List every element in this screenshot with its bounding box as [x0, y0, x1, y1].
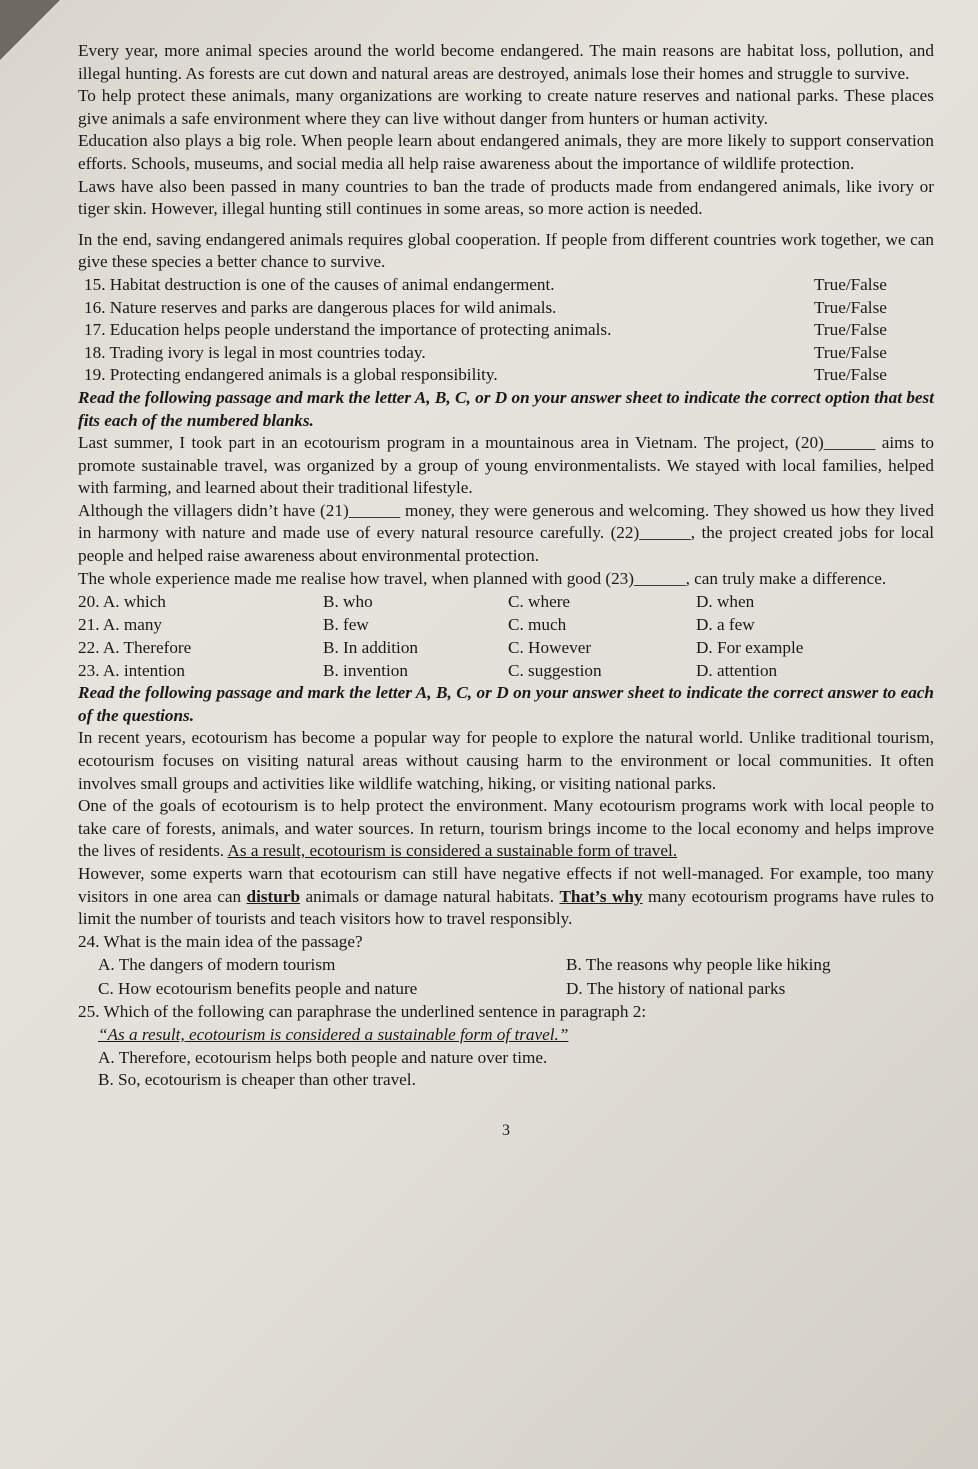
passage3-paragraph: In recent years, ecotourism has become a popular way for people to explore the natural world. Unlike traditional tourism, ecotourism focuses on visiting natural areas without causing harm to the environment or local communities. It often involves small groups and activities like wildlife watching, hiking, or visiting national parks. [78, 728, 934, 793]
q24-options: A. The dangers of modern tourism B. The reasons why people like hiking C. How ecotourism benefits people and nature D. The history of national parks [98, 955, 831, 999]
passage1-paragraph: Every year, more animal species around the world become endangered. The main reasons are habitat loss, pollution, and illegal hunting. As forests are cut down and natural areas are destroyed, animals lose their homes and struggle to survive. [78, 41, 934, 83]
passage3-paragraph: One of the goals of ecotourism is to help protect the environment. Many ecotourism programs work with local people to take care of forests, animals, and water sources. In return, tourism brings income to the local economy and helps improve the lives of residents. As a result, ecotourism is considered a sustainable form of travel. [78, 796, 934, 861]
passage1-paragraph: In the end, saving endangered animals requires global cooperation. If people from different countries work together, we can give these species a better chance to survive. [78, 229, 934, 272]
passage1-paragraph: Laws have also been passed in many countries to ban the trade of products made from endangered animals, like ivory or tiger skin. However, illegal hunting still continues in some areas, so more action is needed. [78, 176, 934, 219]
instruction-2: Read the following passage and mark the letter A, B, C, or D on your answer sheet to indicate the correct option that best fits each of the numbered blanks. [78, 387, 934, 430]
passage2-sentence: The whole experience made me realise how travel, when planned with good (23)______, can truly make a difference. [78, 568, 887, 588]
option-row: 23. A. intention B. invention C. suggestion D. attention [78, 661, 778, 681]
q25-option: A. Therefore, ecotourism helps both people and nature over time. [98, 1047, 548, 1067]
folded-corner [0, 0, 60, 60]
passage2-sentence: Although the villagers didn’t have (21)______ money, they were generous and welcoming. They showed us how they lived in harmony with nature and made use of every natural resource carefully. (22)______, the project created jobs for local people and helped raise awareness about environmental protection. [78, 500, 934, 566]
tf-item: 16. Nature reserves and parks are dangerous places for wild animals. True/False [84, 297, 887, 317]
underlined-sentence: As a result, ecotourism is considered a sustainable form of travel. [227, 841, 678, 861]
tf-list [78, 274, 934, 387]
option-row: 21. A. many B. few C. much D. a few [78, 615, 755, 635]
cloze-options [78, 590, 934, 682]
q25-option: B. So, ecotourism is cheaper than other travel. [98, 1070, 416, 1090]
passage2-sentence: Last summer, I took part in an ecotourism program in a mountainous area in Vietnam. The project, (20)______ aims to promote sustainable travel, was organized by a group of young environmentalists. We stayed with local families, helped with farming, and learned about their traditional lifestyle. [78, 433, 934, 498]
tf-item: 18. Trading ivory is legal in most countries today. True/False [84, 342, 887, 362]
passage3-paragraph: However, some experts warn that ecotourism can still have negative effects if not well-managed. For example, too many visitors in one area can disturb animals or damage natural habitats. That’s why many ecotourism programs have rules to limit the number of tourists and teach visitors how to travel responsibly. [78, 864, 935, 929]
q25-quote: “As a result, ecotourism is considered a sustainable form of travel.” [98, 1024, 569, 1044]
passage1-paragraph: Education also plays a big role. When people learn about endangered animals, they are more likely to support conservation efforts. Schools, museums, and social media all help raise awareness about the importance of wildlife protection. [78, 131, 934, 173]
passage1-paragraph: To help protect these animals, many organizations are working to create nature reserves and national parks. These places give animals a safe environment where they can live without danger from hunters or human activity. [78, 86, 934, 128]
page-number: 3 [502, 1121, 510, 1139]
option-row: 20. A. which B. who C. where D. when [78, 592, 755, 612]
question-25: 25. Which of the following can paraphrase the underlined sentence in paragraph 2: [78, 1002, 647, 1022]
question-24: 24. What is the main idea of the passage? [78, 931, 363, 951]
instruction-3: Read the following passage and mark the letter A, B, C, or D on your answer sheet to indicate the correct answer to each of the questions. [78, 683, 934, 725]
underlined-word-disturb: disturb [246, 886, 301, 906]
option-row: 22. A. Therefore B. In addition C. However D. For example [78, 638, 804, 658]
tf-item: 15. Habitat destruction is one of the causes of animal endangerment. True/False [84, 274, 887, 294]
tf-item: 17. Education helps people understand the importance of protecting animals. True/False [84, 320, 887, 340]
underlined-phrase-thats-why: That’s why [559, 886, 643, 906]
tf-item: 19. Protecting endangered animals is a global responsibility. True/False [84, 365, 887, 385]
document-content [78, 40, 934, 1140]
